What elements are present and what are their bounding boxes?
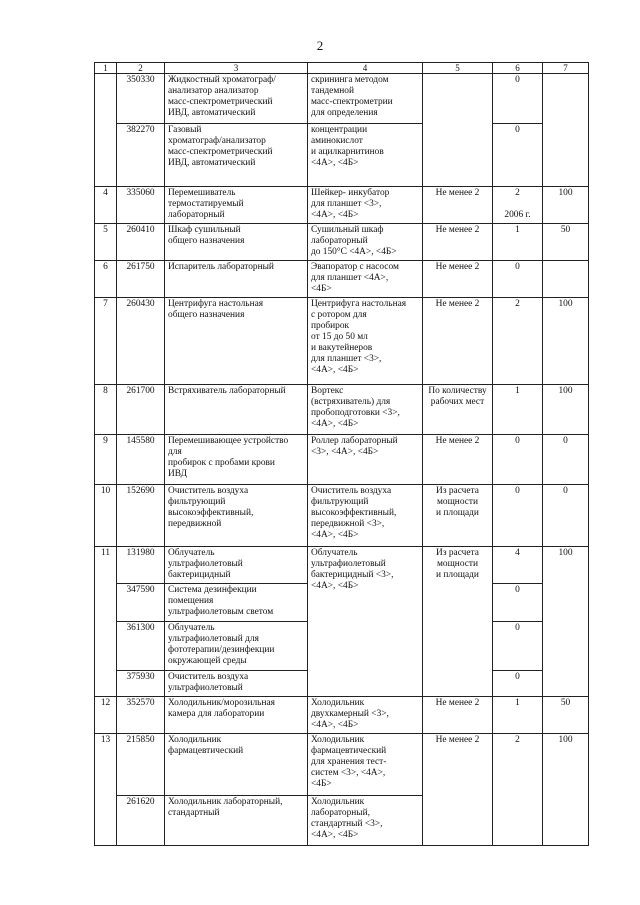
quantity-cell: 0 — [493, 671, 543, 697]
type-name-cell: Газовый хроматограф/анализатор масс-спектрометрический ИВД, автоматический — [165, 124, 308, 187]
code-cell: 260430 — [117, 298, 165, 385]
code-cell: 145580 — [117, 435, 165, 485]
equipment-name-cell: Вортекс (встряхиватель) для пробоподготовки <3>, <4А>, <4Б> — [308, 385, 423, 435]
quantity-cell: 1 — [493, 224, 543, 261]
percent-cell: 0 — [543, 485, 589, 547]
row-number: 12 — [95, 697, 117, 734]
table-row — [95, 124, 589, 187]
column-number-row — [95, 63, 589, 74]
type-name-cell: Очиститель воздуха фильтрующий высокоэффективный, передвижной — [165, 485, 308, 547]
table-row — [95, 261, 589, 298]
column-number: 3 — [165, 63, 308, 74]
code-cell: 382270 — [117, 124, 165, 187]
requirement-cell: Не менее 2 — [423, 187, 493, 224]
percent-cell: 50 — [543, 224, 589, 261]
quantity-cell: 0 — [493, 124, 543, 187]
code-cell: 152690 — [117, 485, 165, 547]
percent-cell: 50 — [543, 697, 589, 734]
type-name-cell: Центрифуга настольная общего назначения — [165, 298, 308, 385]
table-row — [95, 385, 589, 435]
row-number: 11 — [95, 547, 117, 697]
table-row — [95, 734, 589, 796]
quantity-cell: 2 — [493, 734, 543, 846]
table-row — [95, 187, 589, 224]
table-row — [95, 485, 589, 547]
code-cell: 347590 — [117, 584, 165, 622]
equipment-name-cell: Очиститель воздуха фильтрующий высокоэффективный, передвижной <3>, <4А>, <4Б> — [308, 485, 423, 547]
requirement-cell: Не менее 2 — [423, 261, 493, 298]
column-number: 6 — [493, 63, 543, 74]
requirement-cell: Не менее 2 — [423, 435, 493, 485]
requirement-cell: Из расчета мощности и площади — [423, 485, 493, 547]
row-number: 6 — [95, 261, 117, 298]
equipment-name-cell: Шейкер- инкубатор для планшет <3>, <4А>, <4Б> — [308, 187, 423, 224]
type-name-cell: Испаритель лабораторный — [165, 261, 308, 298]
percent-cell: 100 — [543, 385, 589, 435]
quantity-cell: 0 — [493, 435, 543, 485]
column-number: 1 — [95, 63, 117, 74]
code-cell: 261700 — [117, 385, 165, 435]
code-cell: 352570 — [117, 697, 165, 734]
requirement-cell — [423, 74, 493, 187]
percent-cell: 100 — [543, 298, 589, 385]
type-name-cell: Очиститель воздуха ультрафиолетовый — [165, 671, 308, 697]
percent-cell: 100 — [543, 547, 589, 697]
percent-cell: 100 — [543, 187, 589, 224]
row-number: 13 — [95, 734, 117, 846]
code-cell: 261620 — [117, 796, 165, 846]
equipment-name-cell: концентрации аминокислот и ацилкарнитинов <4А>, <4Б> — [308, 124, 423, 187]
table-row — [95, 74, 589, 124]
percent-cell — [543, 261, 589, 298]
quantity-cell: 0 — [493, 74, 543, 124]
quantity-cell: 0 — [493, 485, 543, 547]
quantity-cell: 4 — [493, 547, 543, 584]
equipment-name-cell: Сушильный шкаф лабораторный до 150°С <4А>, <4Б> — [308, 224, 423, 261]
code-cell: 261750 — [117, 261, 165, 298]
type-name-cell: Шкаф сушильный общего назначения — [165, 224, 308, 261]
type-name-cell: Встряхиватель лабораторный — [165, 385, 308, 435]
type-name-cell: Перемешиватель термостатируемый лабораторный — [165, 187, 308, 224]
requirement-cell: Не менее 2 — [423, 734, 493, 846]
equipment-name-cell: Холодильник лабораторный, стандартный <3>, <4А>, <4Б> — [308, 796, 423, 846]
table-row — [95, 435, 589, 485]
column-number: 4 — [308, 63, 423, 74]
requirement-cell: Не менее 2 — [423, 298, 493, 385]
type-name-cell: Жидкостный хроматограф/ анализатор анализатор масс-спектрометрический ИВД, автоматический — [165, 74, 308, 124]
quantity-cell: 0 — [493, 622, 543, 671]
row-number: 9 — [95, 435, 117, 485]
equipment-name-cell: Центрифуга настольная с ротором для пробирок от 15 до 50 мл и вакутейнеров для планшет <3>, <4А>, <4Б> — [308, 298, 423, 385]
requirement-cell: Не менее 2 — [423, 224, 493, 261]
code-cell: 350330 — [117, 74, 165, 124]
equipment-name-cell: Холодильник двухкамерный <3>, <4А>, <4Б> — [308, 697, 423, 734]
equipment-table — [94, 62, 589, 846]
code-cell: 361300 — [117, 622, 165, 671]
table-row — [95, 697, 589, 734]
code-cell: 131980 — [117, 547, 165, 584]
quantity-cell: 1 — [493, 697, 543, 734]
row-number: 8 — [95, 385, 117, 435]
quantity-cell: 0 — [493, 584, 543, 622]
percent-cell: 0 — [543, 435, 589, 485]
row-number: 5 — [95, 224, 117, 261]
type-name-cell: Облучатель ультрафиолетовый для фототерапии/дезинфекции окружающей среды — [165, 622, 308, 671]
code-cell: 215850 — [117, 734, 165, 796]
code-cell: 335060 — [117, 187, 165, 224]
type-name-cell: Облучатель ультрафиолетовый бактерицидный — [165, 547, 308, 584]
percent-cell — [543, 74, 589, 187]
equipment-name-cell: Эвапоратор с насосом для планшет <4А>, <4Б> — [308, 261, 423, 298]
type-name-cell: Перемешивающее устройство для пробирок с пробами крови ИВД — [165, 435, 308, 485]
column-number: 5 — [423, 63, 493, 74]
page-number: 2 — [316, 38, 324, 53]
row-number — [95, 74, 117, 187]
code-cell: 375930 — [117, 671, 165, 697]
quantity-cell: 1 — [493, 385, 543, 435]
equipment-name-cell: Холодильник фармацевтический для хранения тест- систем <3>, <4А>, <4Б> — [308, 734, 423, 796]
equipment-name-cell: Облучатель ультрафиолетовый бактерицидный <3>, <4А>, <4Б> — [308, 547, 423, 697]
equipment-name-cell: Роллер лабораторный <3>, <4А>, <4Б> — [308, 435, 423, 485]
table-row — [95, 298, 589, 385]
quantity-cell: 0 — [493, 261, 543, 298]
requirement-cell: Не менее 2 — [423, 697, 493, 734]
type-name-cell: Холодильник фармацевтический — [165, 734, 308, 796]
code-cell: 260410 — [117, 224, 165, 261]
quantity-cell: 2 — [493, 298, 543, 385]
table-row — [95, 547, 589, 584]
type-name-cell: Система дезинфекции помещения ультрафиолетовым светом — [165, 584, 308, 622]
row-number: 4 — [95, 187, 117, 224]
type-name-cell: Холодильник лабораторный, стандартный — [165, 796, 308, 846]
quantity-cell: 2 2006 г. — [493, 187, 543, 224]
type-name-cell: Холодильник/морозильная камера для лаборатории — [165, 697, 308, 734]
row-number: 10 — [95, 485, 117, 547]
table-row — [95, 224, 589, 261]
row-number: 7 — [95, 298, 117, 385]
column-number: 7 — [543, 63, 589, 74]
percent-cell: 100 — [543, 734, 589, 846]
equipment-name-cell: скрининга методом тандемной масс-спектрометрии для определения — [308, 74, 423, 124]
column-number: 2 — [117, 63, 165, 74]
requirement-cell: Из расчета мощности и площади — [423, 547, 493, 697]
requirement-cell: По количеству рабочих мест — [423, 385, 493, 435]
